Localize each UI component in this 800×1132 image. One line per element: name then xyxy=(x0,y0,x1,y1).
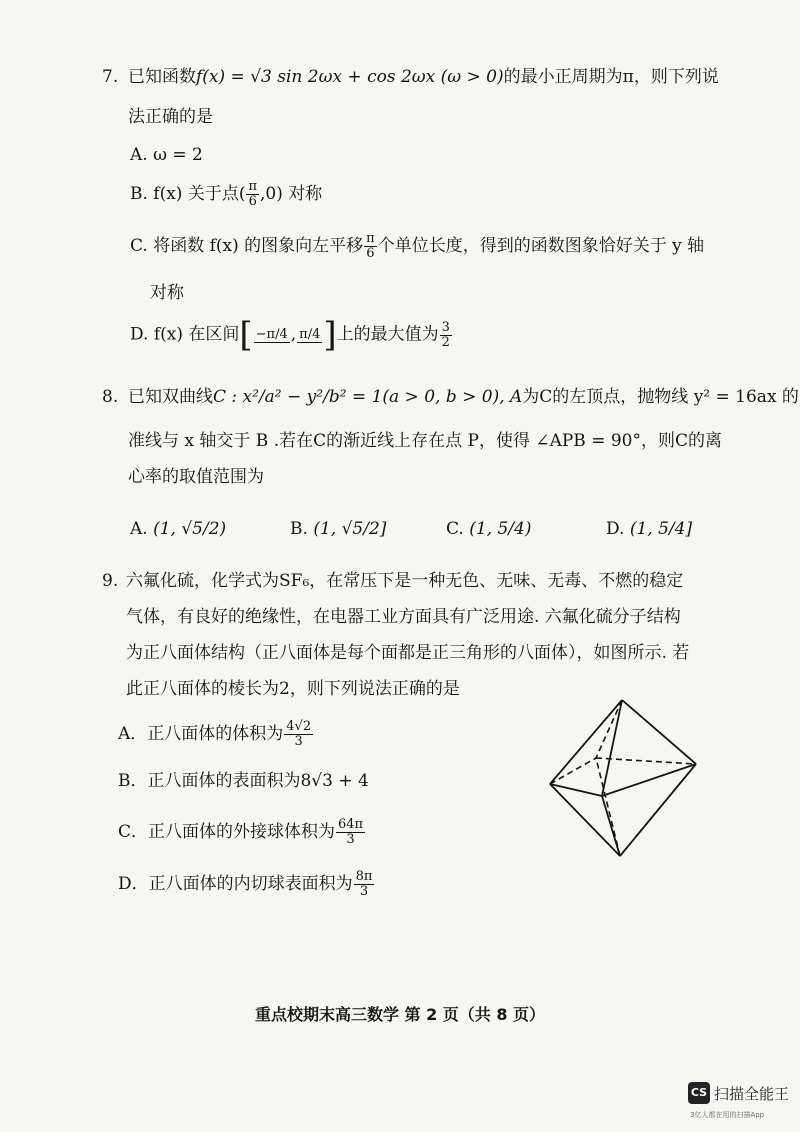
q7-option-b-num: π xyxy=(248,179,258,194)
q9-option-c-num: 64π xyxy=(338,817,364,832)
hidden-edge-bottom-back xyxy=(596,758,620,856)
q8-option-c[interactable] xyxy=(446,516,531,542)
q8-option-a-value: (1, √5/2) xyxy=(153,519,227,539)
edge-mid-left-front xyxy=(550,784,602,796)
q7-interval-right xyxy=(297,328,322,343)
q7-option-d-num: 3 xyxy=(441,319,450,335)
q9-option-a-den: 3 xyxy=(294,734,303,749)
q7-stem-line1 xyxy=(128,64,719,90)
q7-option-b-post: ,0) 对称 xyxy=(260,184,323,204)
q7-option-c-line2: 对称 xyxy=(150,283,184,303)
edge-top-left xyxy=(550,700,622,784)
q7-interval-left-text: −π/4 xyxy=(255,326,288,342)
q7-option-d-mid: 上的最大值为 xyxy=(336,324,439,345)
q7-interval-left xyxy=(254,328,290,343)
q7-option-d[interactable]: D. f(x) 在区间[ −π/4 , π/4 ]上的最大值为 $\frac{3}{2}$ xyxy=(130,315,450,355)
q7-option-a[interactable]: A. ω = 2 xyxy=(130,145,203,165)
q9-option-c-pre: C．正八面体的外接球体积为 xyxy=(118,822,336,842)
q9-option-d-den: 3 xyxy=(359,884,369,899)
hidden-edge-left-back xyxy=(550,758,596,784)
q9-number: 9. xyxy=(102,571,119,591)
q9-option-d-pre: D．正八面体的内切球表面积为 xyxy=(118,874,353,894)
page-footer: 重点校期末高三数学 第 2 页（共 8 页） xyxy=(254,1005,546,1024)
q9-option-c-den: 3 xyxy=(346,832,355,847)
q9-stem-line2: 气体，有良好的绝缘性，在电器工业方面具有广泛用途. 六氟化硫分子结构 xyxy=(126,607,681,627)
hidden-edge-back-right xyxy=(596,758,696,764)
hidden-edge-top-back xyxy=(596,700,622,758)
edge-top-front xyxy=(602,700,622,796)
q8-option-c-value: (1, 5/4) xyxy=(469,519,532,539)
q7-option-b-fraction xyxy=(246,180,259,209)
q8-stem-line2: 准线与 x 轴交于 B .若在C的渐近线上存在点 P，使得 ∠APB = 90°，则C的离 xyxy=(128,431,722,451)
q9-option-b[interactable]: B．正八面体的表面积为8√3 + 4 xyxy=(118,771,369,791)
q7-function: f(x) = √3 sin 2ωx + cos 2ωx (ω > 0) xyxy=(196,67,504,87)
q9-option-a[interactable] xyxy=(118,720,314,749)
q9-option-a-fraction xyxy=(284,720,313,749)
q7-interval-close: ] xyxy=(323,315,337,355)
q8-stem-tail: 为C的左顶点，抛物线 y² = 16ax 的 xyxy=(522,387,799,407)
q8-option-d-label: D. xyxy=(606,519,625,539)
q7-option-d-fraction xyxy=(440,321,452,350)
q9-stem-line4: 此正八面体的棱长为2，则下列说法正确的是 xyxy=(126,679,460,699)
edge-top-right xyxy=(622,700,696,764)
camscanner-logo-icon: CS xyxy=(688,1082,710,1104)
q7-stem-line2: 法正确的是 xyxy=(128,107,213,127)
q9-stem-line1: 六氟化硫，化学式为SF₆，在常压下是一种无色、无味、无毒、不燃的稳定 xyxy=(126,571,684,591)
q8-option-a-label: A. xyxy=(130,519,148,539)
q9-option-d[interactable] xyxy=(118,870,375,899)
q7-option-c-den: 6 xyxy=(366,246,375,261)
camscanner-brand: 扫描全能王 xyxy=(714,1085,790,1103)
q7-option-c-num: π xyxy=(366,231,375,246)
q7-option-c-pre: C. 将函数 f(x) 的图象向左平移 xyxy=(130,236,364,256)
q9-option-c-fraction xyxy=(336,818,365,847)
camscanner-tagline: 3亿人都在用的扫描App xyxy=(690,1111,765,1119)
q8-stem-line1 xyxy=(128,384,799,410)
q8-number: 8. xyxy=(102,387,119,407)
q8-option-b-value: (1, √5/2] xyxy=(313,519,387,539)
q7-option-b-den: 6 xyxy=(248,194,257,209)
q9-option-d-num: 8π xyxy=(355,869,373,884)
q7-stem-tail: 的最小正周期为π，则下列说 xyxy=(503,67,719,87)
q9-option-a-num: 4√2 xyxy=(286,719,312,734)
q7-option-c[interactable] xyxy=(130,232,704,261)
q8-option-b[interactable] xyxy=(290,516,386,542)
q8-stem-line3: 心率的取值范围为 xyxy=(128,467,264,487)
q7-option-b[interactable] xyxy=(130,180,322,209)
q8-option-b-label: B. xyxy=(290,519,308,539)
q8-stem-lead: 已知双曲线 xyxy=(128,387,213,407)
q7-option-c-post: 个单位长度，得到的函数图象恰好关于 y 轴 xyxy=(377,236,705,256)
q8-option-d[interactable] xyxy=(606,516,692,542)
q7-number: 7. xyxy=(102,67,119,87)
q9-stem-line3: 为正八面体结构（正八面体是每个面都是正三角形的八面体），如图所示. 若 xyxy=(126,643,690,663)
q9-option-a-pre: A．正八面体的体积为 xyxy=(118,724,284,744)
q7-option-b-pre: B. f(x) 关于点( xyxy=(130,184,246,204)
q7-stem-lead: 已知函数 xyxy=(128,67,196,87)
q7-option-c-fraction xyxy=(364,232,377,261)
q7-option-d-den: 2 xyxy=(441,334,450,350)
q8-option-c-label: C. xyxy=(446,519,464,539)
q9-option-d-fraction xyxy=(354,870,375,899)
octahedron-figure xyxy=(540,696,706,862)
q7-interval-right-text: π/4 xyxy=(299,326,321,342)
q8-option-a[interactable] xyxy=(130,516,226,542)
q7-interval-open: [ xyxy=(239,315,253,355)
q7-option-d-pre: D. f(x) 在区间 xyxy=(130,324,240,345)
q9-option-c[interactable] xyxy=(118,818,366,847)
q8-hyperbola: C : x²/a² − y²/b² = 1(a > 0, b > 0), A xyxy=(213,387,523,407)
q8-option-d-value: (1, 5/4] xyxy=(629,519,693,539)
